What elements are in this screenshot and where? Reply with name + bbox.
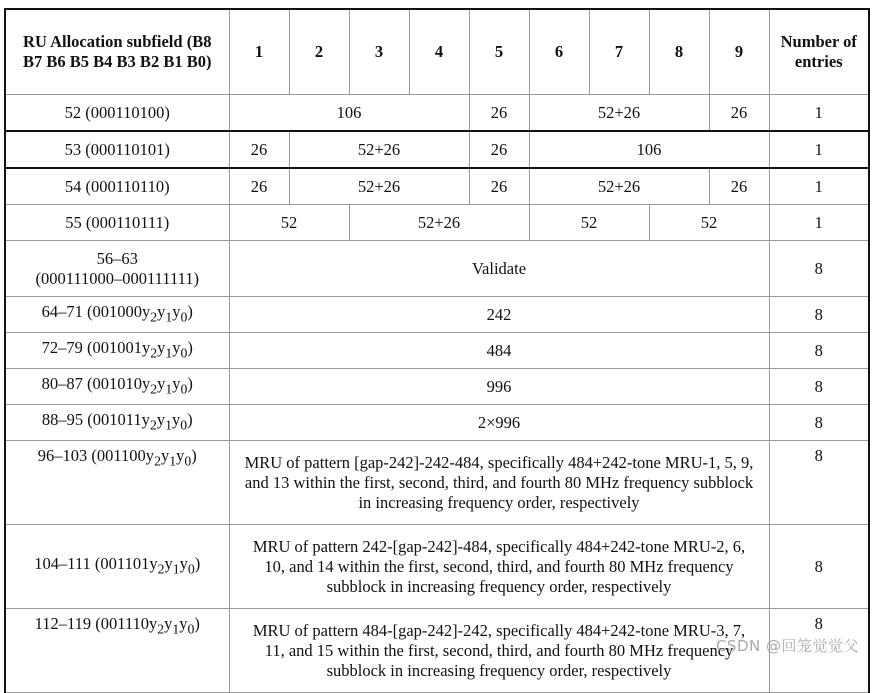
header-col-3: 3 <box>349 9 409 95</box>
row-subfield <box>5 241 229 297</box>
entries-cell: 8 <box>769 369 869 405</box>
header-ru-allocation: RU Allocation subfield (B8 B7 B6 B5 B4 B3 B2 B1 B0) <box>5 9 229 95</box>
ru-cell: 106 <box>229 95 469 132</box>
table-row <box>5 333 869 369</box>
row-subfield: 96–103 $(001100y_2y_1y_0)$ <box>5 441 229 525</box>
ru-cell: 26 <box>469 95 529 132</box>
ru-cell: 52 <box>229 205 349 241</box>
ru-cell: 52+26 <box>349 205 529 241</box>
ru-cell: 26 <box>469 131 529 168</box>
entries-cell: 1 <box>769 168 869 205</box>
header-number-of-entries: Number of entries <box>769 9 869 95</box>
entries-cell: 8 <box>769 405 869 441</box>
ru-cell: 52+26 <box>529 95 709 132</box>
ru-cell: 52+26 <box>529 168 709 205</box>
ru-cell: 52 <box>529 205 649 241</box>
entries-cell: 8 <box>769 297 869 333</box>
ru-cell: Validate <box>229 241 769 297</box>
row-subfield: 112–119 $(001110y_2y_1y_0)$ <box>5 609 229 693</box>
row-subfield: 104–111 $(001101y_2y_1y_0)$ <box>5 525 229 609</box>
header-col-6: 6 <box>529 9 589 95</box>
header-col-2: 2 <box>289 9 349 95</box>
table-row <box>5 297 869 333</box>
table-row <box>5 241 869 297</box>
header-col-1: 1 <box>229 9 289 95</box>
table-row <box>5 369 869 405</box>
table-row <box>5 168 869 205</box>
ru-cell-description: MRU of pattern 484-[gap-242]-242, specifically 484+242-tone MRU-3, 7, 11, and 15 within the first, second, third, and fourth 80 MHz frequency subblock in increasing frequency order, respectively <box>229 609 769 693</box>
row-subfield: 55 (000110111) <box>5 205 229 241</box>
ru-cell: 996 <box>229 369 769 405</box>
entries-cell: 8 <box>769 609 869 693</box>
row-subfield: 52 (000110100) <box>5 95 229 132</box>
table-row <box>5 441 869 525</box>
ru-cell: 106 <box>529 131 769 168</box>
header-col-9: 9 <box>709 9 769 95</box>
entries-cell: 8 <box>769 241 869 297</box>
table-row <box>5 131 869 168</box>
ru-cell: 26 <box>709 95 769 132</box>
entries-cell: 8 <box>769 441 869 525</box>
row-subfield: 80–87 $(001010y_2y_1y_0)$ <box>5 369 229 405</box>
table-row <box>5 205 869 241</box>
row-subfield: 64–71 $(001000y_2y_1y_0)$ <box>5 297 229 333</box>
entries-cell: 8 <box>769 525 869 609</box>
ru-cell-description: MRU of pattern [gap-242]-242-484, specifically 484+242-tone MRU-1, 5, 9, and 13 within the first, second, third, and fourth 80 MHz frequency subblock in increasing frequency order, respectively <box>229 441 769 525</box>
ru-cell: 242 <box>229 297 769 333</box>
ru-allocation-table <box>4 8 870 693</box>
header-col-4: 4 <box>409 9 469 95</box>
table-row <box>5 525 869 609</box>
table-row <box>5 405 869 441</box>
row-subfield: 88–95 $(001011y_2y_1y_0)$ <box>5 405 229 441</box>
subfield-bits: (000111000–000111111) <box>35 268 199 288</box>
table-row <box>5 95 869 132</box>
ru-cell: 52+26 <box>289 168 469 205</box>
entries-cell: 1 <box>769 95 869 132</box>
header-col-7: 7 <box>589 9 649 95</box>
row-subfield: 72–79 $(001001y_2y_1y_0)$ <box>5 333 229 369</box>
entries-cell: 1 <box>769 131 869 168</box>
header-row <box>5 9 869 95</box>
ru-cell: 52+26 <box>289 131 469 168</box>
ru-cell-description: MRU of pattern 242-[gap-242]-484, specifically 484+242-tone MRU-2, 6, 10, and 14 within the first, second, third, and fourth 80 MHz frequency subblock in increasing frequency order, respectively <box>229 525 769 609</box>
entries-cell: 1 <box>769 205 869 241</box>
header-col-8: 8 <box>649 9 709 95</box>
csdn-watermark: CSDN @回笼觉觉父 <box>715 637 859 655</box>
ru-cell: 26 <box>469 168 529 205</box>
ru-cell: 26 <box>709 168 769 205</box>
row-subfield: 53 (000110101) <box>5 131 229 168</box>
ru-cell: 52 <box>649 205 769 241</box>
header-col-5: 5 <box>469 9 529 95</box>
ru-cell: 2×996 <box>229 405 769 441</box>
row-subfield: 54 (000110110) <box>5 168 229 205</box>
ru-cell: 26 <box>229 168 289 205</box>
ru-cell: 484 <box>229 333 769 369</box>
entries-cell: 8 <box>769 333 869 369</box>
ru-cell: 26 <box>229 131 289 168</box>
subfield-range: 56–63 <box>96 248 138 268</box>
